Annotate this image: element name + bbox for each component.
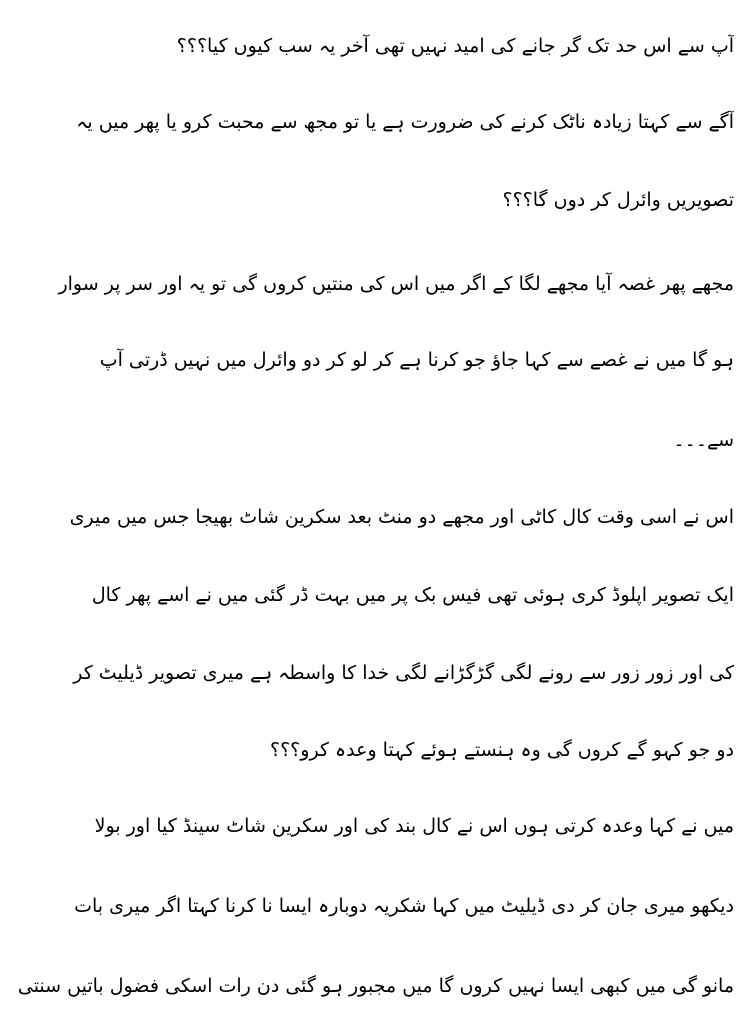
text-line: کی اور زور زور سے رونے لگی گڑگڑانے لگی خدا کا واسطہ ہے میری تصویر ڈیلیٹ کر: [73, 662, 734, 684]
text-line: آگے سے کہتا زیادہ ناٹک کرنے کی ضرورت ہے یا تو مجھ سے محبت کرو یا پھر میں یہ: [76, 111, 734, 133]
text-line: تصویریں وائرل کر دوں گا؟؟؟: [502, 189, 734, 211]
text-line: مانو گی میں کبھی ایسا نہیں کروں گا میں مجبور ہو گئی دن رات اسکی فضول باتیں سنتی: [17, 975, 734, 997]
text-line: دو جو کہو گے کروں گی وہ ہنستے ہوئے کہتا وعدہ کرو؟؟؟: [270, 739, 734, 761]
text-line: ایک تصویر اپلوڈ کری ہوئی تھی فیس بک پر میں بہت ڈر گئی میں نے اسے پھر کال: [91, 584, 734, 606]
text-line: آپ سے اس حد تک گر جانے کی امید نہیں تھی آخر یہ سب کیوں کیا؟؟؟: [176, 35, 734, 57]
text-line: میں نے کہا وعدہ کرتی ہوں اس نے کال بند کی اور سکرین شاٹ سینڈ کیا اور بولا: [94, 815, 734, 837]
text-line: اس نے اسی وقت کال کاٹی اور مجھے دو منٹ بعد سکرین شاٹ بھیجا جس میں میری: [69, 506, 734, 528]
text-line: دیکھو میری جان کر دی ڈیلیٹ میں کہا شکریہ دوبارہ ایسا نا کرنا کہتا اگر میری بات: [74, 895, 734, 917]
text-line: سے۔۔۔: [673, 429, 734, 451]
text-line: مجھے پھر غصہ آیا مجھے لگا کے اگر میں اس کی منتیں کروں گی تو یہ اور سر پر سوار: [58, 273, 734, 295]
text-line: ہو گا میں نے غصے سے کہا جاؤ جو کرنا ہے کر لو کر دو وائرل میں نہیں ڈرتی آپ: [99, 349, 734, 371]
